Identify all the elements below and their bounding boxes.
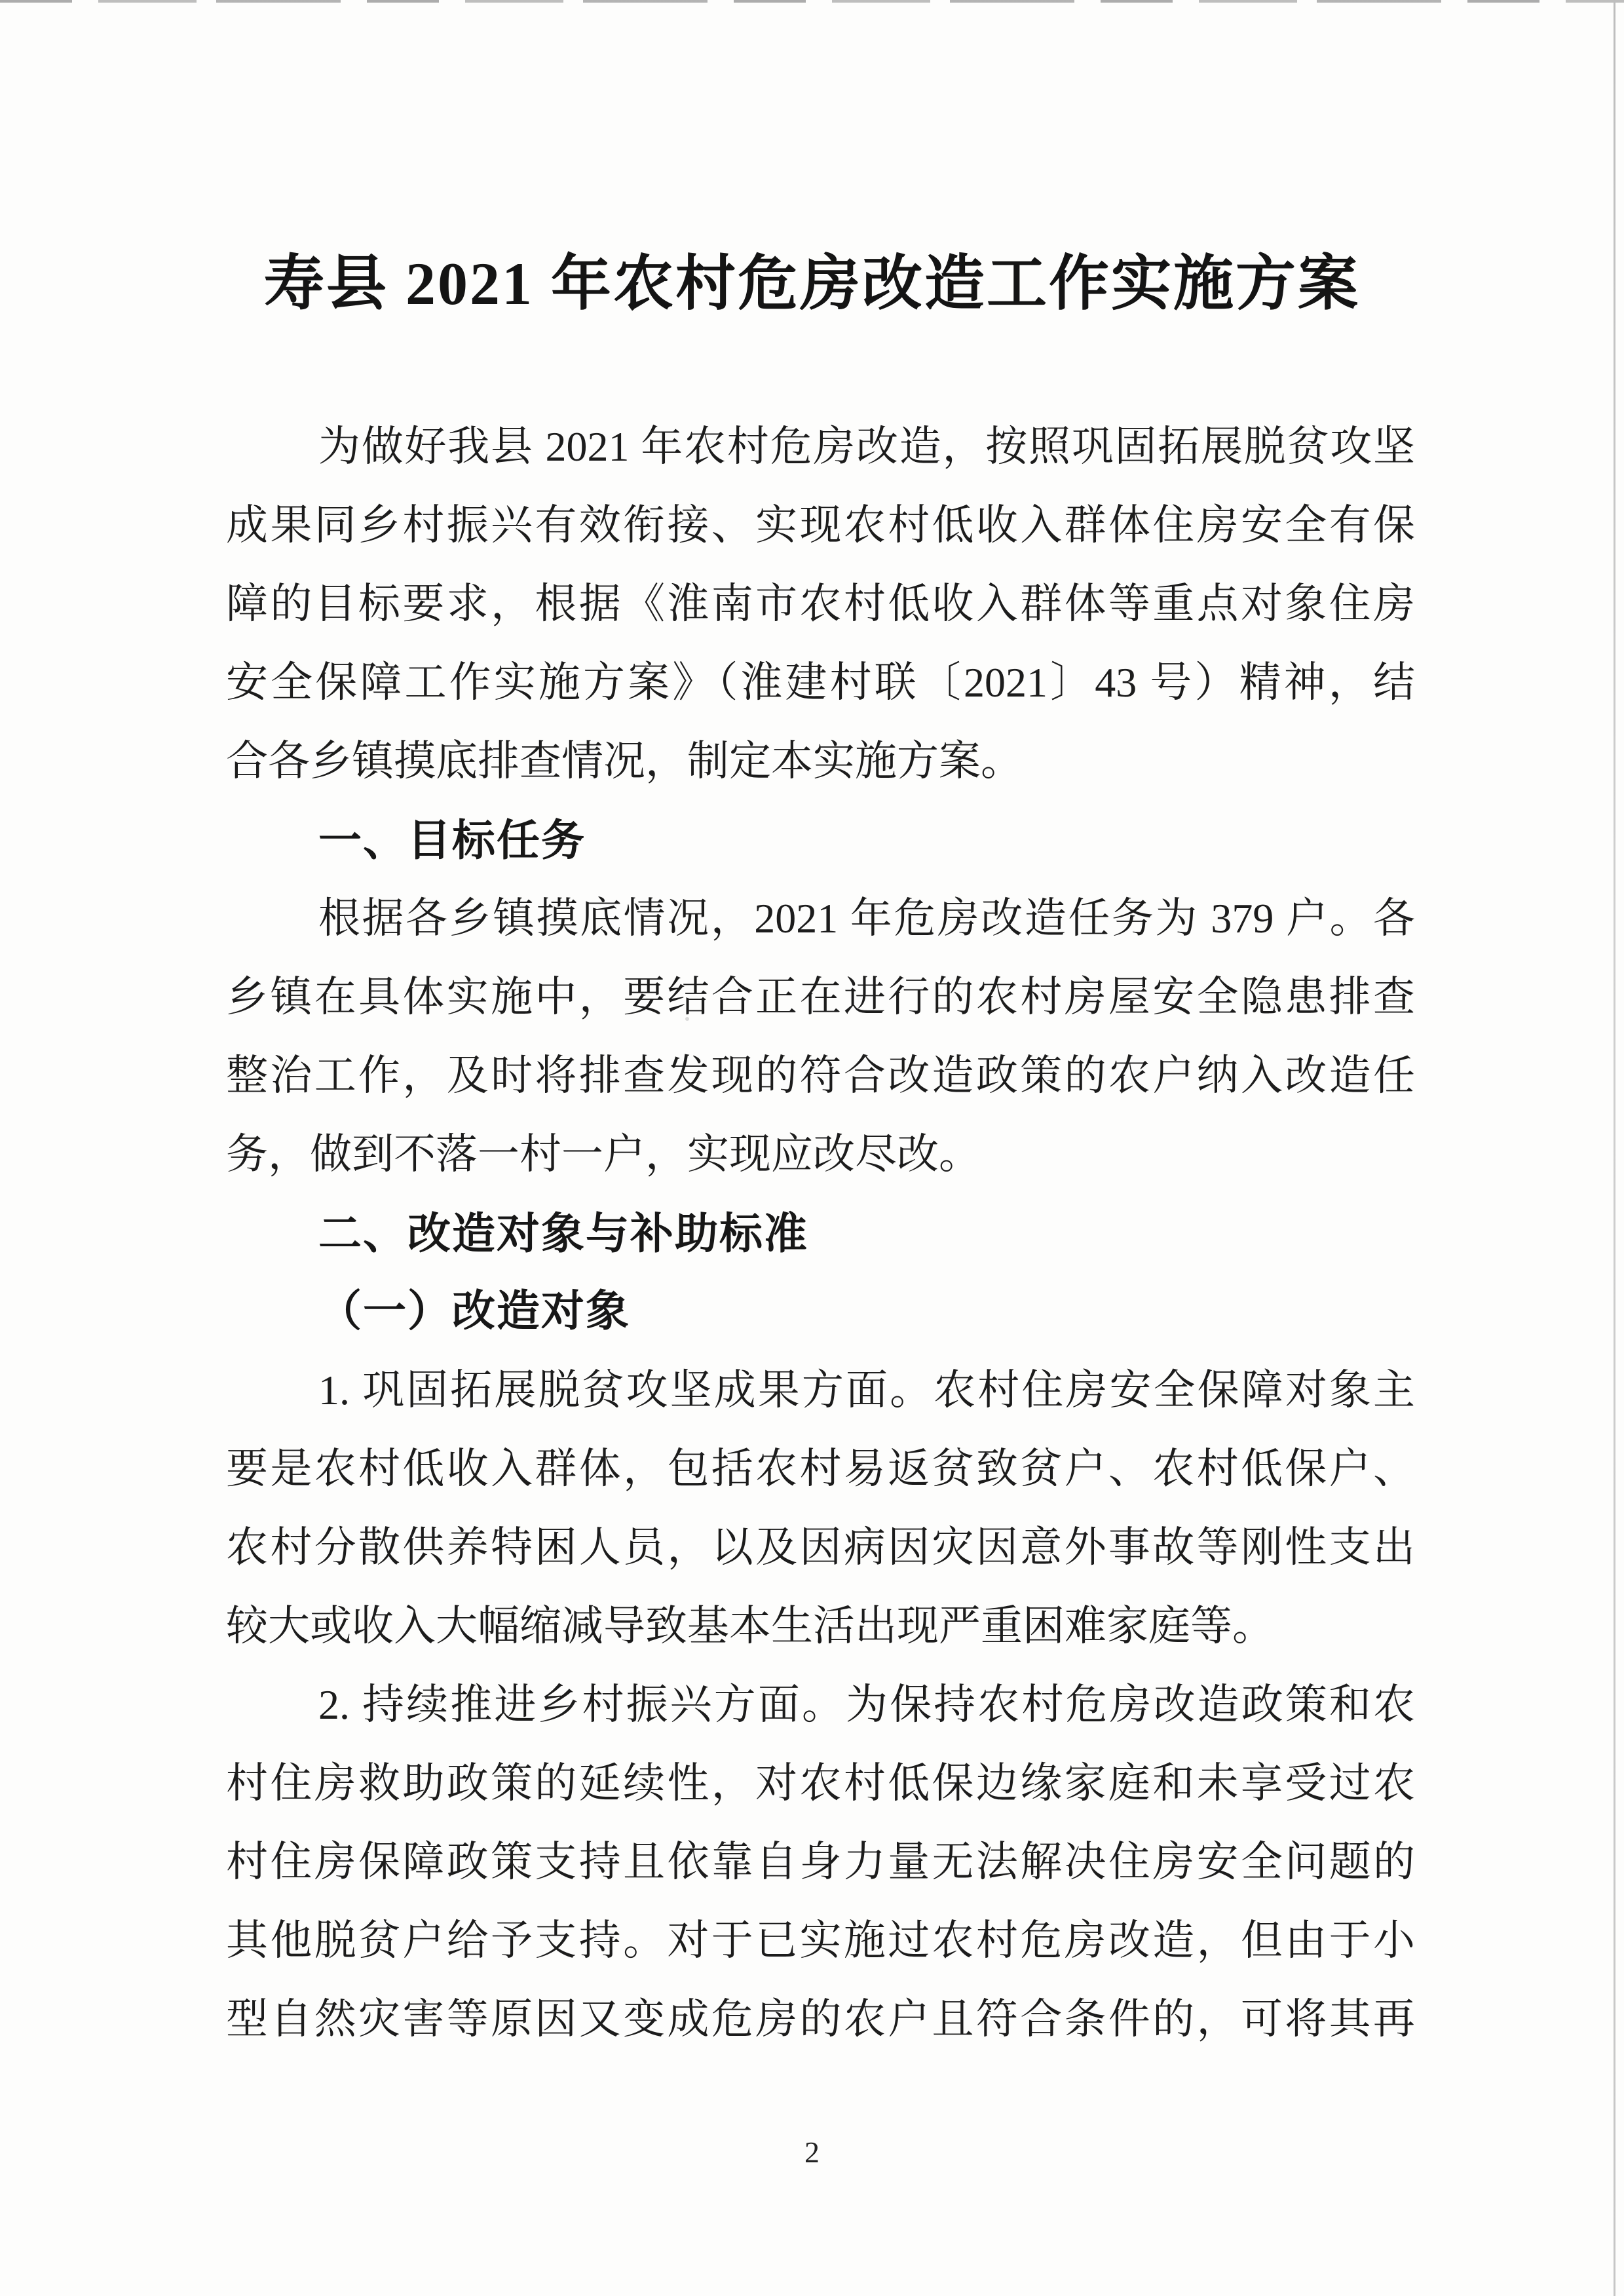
document-body: [226, 408, 1415, 2059]
paragraph-line: 农村分散供养特困人员，以及因病因灾因意外事故等刚性支出: [226, 1524, 1415, 1571]
paragraph-line: 其他脱贫户给予支持。对于已实施过农村危房改造，但由于小: [226, 1917, 1415, 1964]
document-title: 寿县 2021 年农村危房改造工作实施方案: [263, 250, 1360, 317]
sub-heading: （一）改造对象: [318, 1288, 630, 1335]
paragraph-line: 整治工作，及时将排查发现的符合改造政策的农户纳入改造任: [226, 1052, 1415, 1099]
paragraph-line: 成果同乡村振兴有效衔接、实现农村低收入群体住房安全有保: [226, 502, 1415, 548]
paragraph-line: 村住房保障政策支持且依靠自身力量无法解决住房安全问题的: [226, 1839, 1415, 1885]
paragraph-line: 1. 巩固拓展脱贫攻坚成果方面。农村住房安全保障对象主: [318, 1367, 1415, 1413]
section-heading: 二、改造对象与补助标准: [318, 1209, 808, 1257]
paragraph-line: 乡镇在具体实施中，要结合正在进行的农村房屋安全隐患排查: [226, 974, 1415, 1020]
paragraph-line: 为做好我县 2021 年农村危房改造，按照巩固拓展脱贫攻坚: [318, 423, 1415, 470]
paragraph-line: 合各乡镇摸底排查情况，制定本实施方案。: [226, 738, 1023, 784]
paragraph-line: 安全保障工作实施方案》（淮建村联〔2021〕43 号）精神，结: [226, 659, 1415, 706]
paragraph-line: 村住房救助政策的延续性，对农村低保边缘家庭和未享受过农: [226, 1760, 1415, 1807]
paragraph-line: 务，做到不落一村一户，实现应改尽改。: [226, 1131, 981, 1177]
paragraph-line: 障的目标要求，根据《淮南市农村低收入群体等重点对象住房: [226, 581, 1415, 627]
scan-artifact-top-edge: [0, 0, 1624, 3]
scan-artifact-right-edge: [1614, 0, 1615, 2296]
paragraph-line: 2. 持续推进乡村振兴方面。为保持农村危房改造政策和农: [318, 1681, 1415, 1728]
paragraph-line: 根据各乡镇摸底情况，2021 年危房改造任务为 379 户。各: [318, 895, 1415, 942]
paragraph-line: 型自然灾害等原因又变成危房的农户且符合条件的，可将其再: [226, 1996, 1415, 2042]
page-number: 2: [804, 2135, 820, 2169]
paragraph-line: 较大或收入大幅缩减导致基本生活出现严重困难家庭等。: [226, 1603, 1274, 1649]
paragraph-line: 要是农村低收入群体，包括农村易返贫致贫户、农村低保户、: [226, 1445, 1415, 1492]
section-heading: 一、目标任务: [318, 816, 586, 864]
